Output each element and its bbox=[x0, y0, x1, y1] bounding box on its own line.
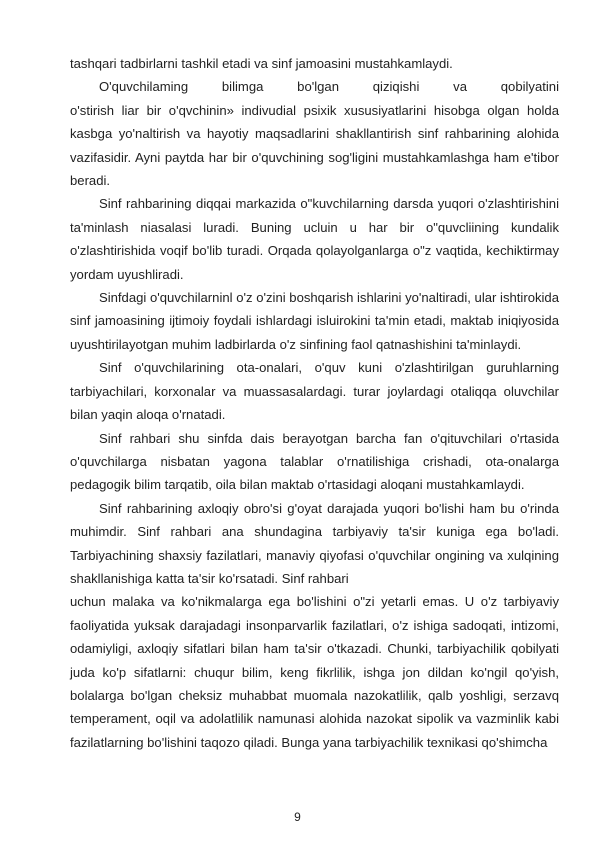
document-body bbox=[70, 52, 559, 754]
paragraph-8: Sinf rahbarining axloqiy obro'si g'oyat darajada yuqori bo'lishi ham bu o'rinda muhimdir. Sinf rahbari ana shundagina tarbiyaviy ta'sir kuniga ega bo'ladi. Tarbiyachining shaxsiy fazilatlari, manaviy qiyofasi o'quvchilar ongining va xulqining shakllanishiga katta ta'sir ko'rsatadi. Sinf rahbari bbox=[70, 500, 559, 586]
paragraph-9: uchun malaka va ko'nikmalarga ega bo'lishini o"zi yetarli emas. U o'z tarbiyaviy faoliyatida yuksak darajadagi insonparvarlik fazilatlari, o'z ishiga sadoqati, intizomi, odamiyligi, axloqiy sifatlari bilan ham ta'sir o'tkazadi. Chunki, tarbiyachilik qobilyati juda ko'p sifatlarni: chuqur bilim, keng fikrlilik, ishga jon dildan ko'ngil qo'yish, bolalarga bo'lgan cheksiz muhabbat muomala nazokatlilik, qalb yoshligi, serzavq temperament, oqil va adolatlilik namunasi alohida nazokat sipolik va vazminlik kabi fazilatlarning bo'lishini taqozo qiladi. Bunga yana tarbiyachilik texnikasi qo'shimcha bbox=[70, 594, 559, 750]
paragraph-3: o'stirish liar bir o'qvchinin» indivudial psixik xususiyatlarini hisobga olgan holda kasbga yo'naltirish va hayotiy maqsadlarini shakllantirish sinf rahbarining alohida vazifasidir. Ayni paytda har bir o'quvchining sog'ligini mustahkamlashga ham e'tibor beradi. bbox=[70, 102, 559, 189]
paragraph-7: Sinf rahbari shu sinfda dais berayotgan barcha fan o'qituvchilari o'rtasida o'quvchilarga nisbatan yagona talablar o'rnatilishiga crishadi, ota-onalarga pedagogik bilim tarqatib, oila bilan maktab o'rtasidagi aloqani mustahkamlaydi. bbox=[70, 430, 559, 493]
paragraph-6: Sinf o'quvchilarining ota-onalari, o'quv kuni o'zlashtirilgan guruhlarning tarbiyachilari, korxonalar va muassasalardagi. turar joylardagi otaliqqa oluvchilar bilan yaqin aloqa o'rnatadi. bbox=[70, 360, 559, 423]
paragraph-4: Sinf rahbarining diqqai markazida o"kuvchilarning darsda yuqori o'zlashtirishini ta'minlash niasalasi luradi. Buning ucluin u har bir o"quvcliining kundalik o'zlashtirishida voqif bo'lib turadi. Orqada qolayolganlarga o"z vaqtida, kechiktirmay yordam uyushliradi. bbox=[70, 196, 559, 282]
paragraph-2: O'quvchilaming bilimga bo'lgan qiziqishi va qobilyatini bbox=[99, 79, 559, 95]
paragraph-5: Sinfdagi o'quvchilarninl o'z o'zini boshqarish ishlarini yo'naltiradi, ular ishtirokida sinf jamoasining ijtimoiy foydali ishlardagi isluirokini ta'min etadi, maktab iniqiyosida uyushtirilayotgan muhim ladbirlarda o'z sinfining faol qatnashishini ta'minlaydi. bbox=[70, 290, 559, 352]
page-number: 9 bbox=[294, 810, 301, 824]
paragraph-1: tashqari tadbirlarni tashkil etadi va sinf jamoasini mustahkamlaydi. bbox=[70, 56, 453, 71]
